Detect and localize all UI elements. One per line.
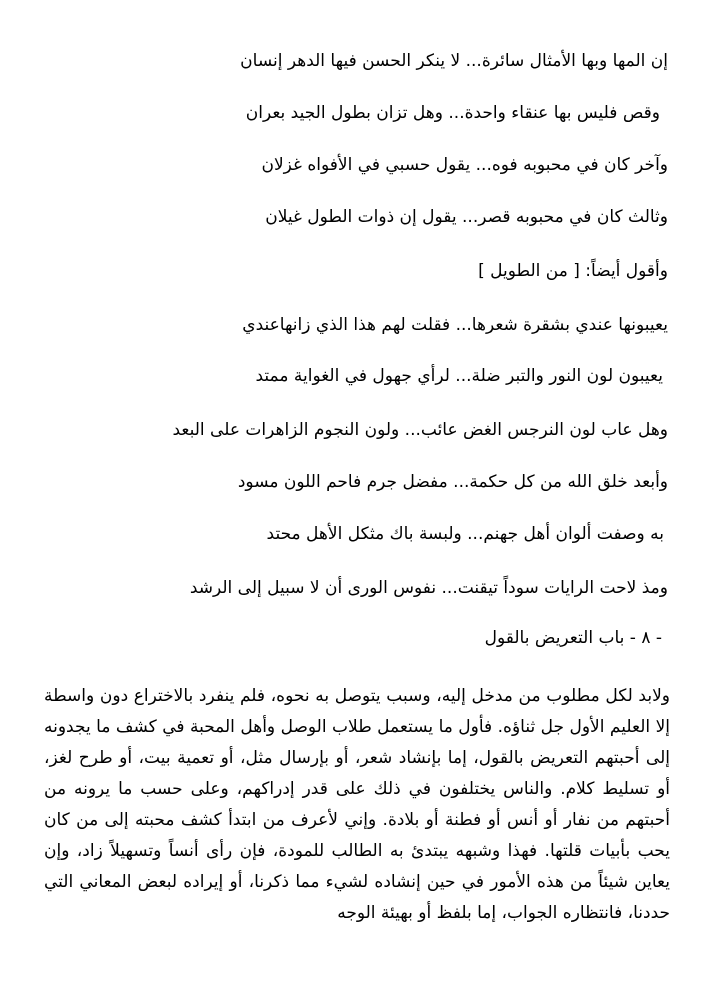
poem-line-9: به وصفت ألوان أهل جهنم... ولبسة باك مثكل الأهل محتد [266, 524, 664, 544]
chapter-heading: - ٨ - باب التعريض بالقول [484, 628, 662, 648]
poem-line-5: يعيبونها عندي بشقرة شعرها... فقلت لهم هذا الذي زانهاعندي [242, 315, 668, 335]
section-note: وأقول أيضاً: [ من الطويل ] [478, 261, 668, 281]
poem-line-3: وآخر كان في محبوبه فوه... يقول حسبي في الأفواه غزلان [261, 155, 668, 175]
poem-line-1: إن المها وبها الأمثال سائرة... لا ينكر الحسن فيها الدهر إنسان [240, 51, 668, 71]
poem-line-7: وهل عاب لون النرجس الغض عائب... ولون النجوم الزاهرات على البعد [172, 420, 668, 440]
poem-line-2: وقص فليس بها عنقاء واحدة... وهل تزان بطول الجيد بعران [245, 103, 660, 123]
poem-line-10: ومذ لاحت الرايات سوداً تيقنت... نفوس الورى أن لا سبيل إلى الرشد [189, 578, 668, 598]
body-paragraph: ولابد لكل مطلوب من مدخل إليه، وسبب يتوصل به نحوه، فلم ينفرد بالاختراع دون واسطة إلا العليم الأول جل ثناؤه. فأول ما يستعمل طلاب الوصل وأهل المحبة في كشف ما يجدونه إلى أحبتهم التعريض بالقول، إما بإنشاد شعر، أو بإرسال مثل، أو تعمية بيت، أو طرح لغز، أو تسليط كلام. والناس يختلفون في ذلك على قدر إدراكهم، وعلى حسب ما يرونه من أحبتهم من نفار أو أنس أو فطنة أو بلادة. وإني لأعرف من ابتدأ كشف محبته إلى من كان يحب بأبيات قلتها. فهذا وشبهه يبتدئ به الطالب للمودة، فإن رأى أنساً وتسهيلاً زاد، وإن يعاين شيئاً من هذه الأمور في حين إنشاده لشيء مما ذكرنا، أو إيراده لبعض المعاني التي حددنا، فانتظاره الجواب، إما بلفظ أو بهيئة الوجه [44, 686, 670, 923]
poem-line-4: وثالث كان في محبوبه قصر... يقول إن ذوات الطول غيلان [265, 207, 668, 227]
poem-line-8: وأبعد خلق الله من كل حكمة... مفضل جرم فاحم اللون مسود [237, 472, 668, 492]
poem-line-6: يعيبون لون النور والتبر ضلة... لرأي جهول في الغواية ممتد [255, 366, 663, 386]
